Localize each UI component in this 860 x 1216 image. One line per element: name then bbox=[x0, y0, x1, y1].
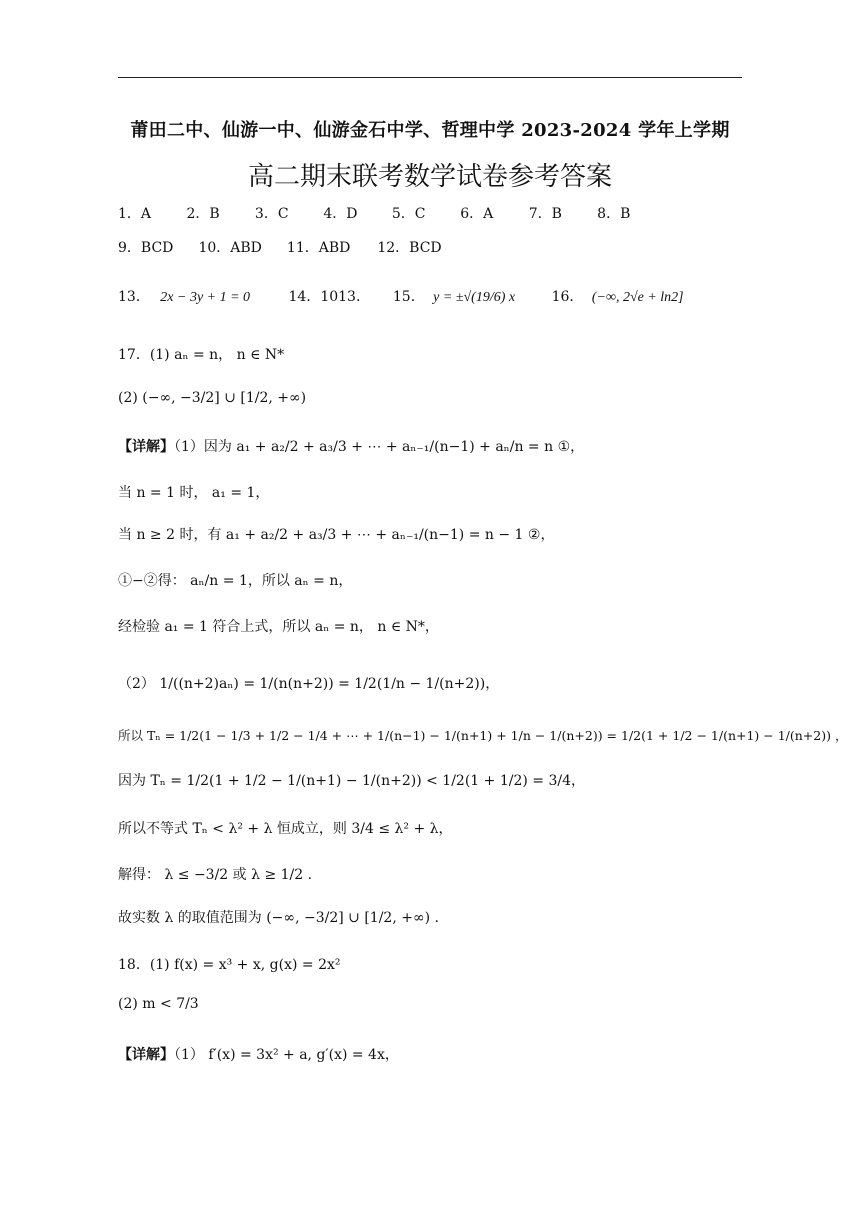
q18-step-1: （1） f′(x) = 3x² + a, g′(x) = 4x， bbox=[174, 1047, 399, 1063]
q17-detail-line-1 bbox=[118, 436, 584, 456]
q14-answer: 14．1013. bbox=[288, 289, 361, 305]
q18-detail-line-1 bbox=[118, 1044, 399, 1064]
answer-item: 3．C bbox=[254, 206, 289, 222]
choice-answers-row-2 bbox=[118, 237, 467, 257]
q17-answer-part2: (2) (−∞, −3/2] ∪ [1/2, +∞) bbox=[118, 390, 307, 406]
q18-answer-part2: (2) m < 7/3 bbox=[118, 996, 199, 1012]
q13-label: 13． bbox=[118, 289, 150, 305]
answer-item: 9．BCD bbox=[118, 240, 174, 256]
q17-step-1: （1）因为 a₁ + a₂/2 + a₃/3 + ⋯ + aₙ₋₁/(n−1) + aₙ/n = n ①， bbox=[174, 439, 585, 455]
q18-answer-part1: 18．(1) f(x) = x³ + x, g(x) = 2x² bbox=[118, 957, 341, 973]
fill-in-answers bbox=[118, 286, 684, 306]
choice-answers-row-1 bbox=[118, 203, 661, 223]
q17-detail-line-10: 解得： λ ≤ −3/2 或 λ ≥ 1/2 . bbox=[118, 867, 313, 883]
q17-detail-line-3: 当 n ≥ 2 时，有 a₁ + a₂/2 + a₃/3 + ⋯ + aₙ₋₁/(n−1) = n − 1 ②， bbox=[118, 527, 555, 543]
answer-item: 11．ABD bbox=[286, 240, 351, 256]
answer-item: 4．D bbox=[323, 206, 358, 222]
answer-item: 6．A bbox=[460, 206, 494, 222]
q17-detail-line-8: 因为 Tₙ = 1/2(1 + 1/2 − 1/(n+1) − 1/(n+2)) < 1/2(1 + 1/2) = 3/4， bbox=[118, 773, 585, 789]
answer-item: 2．B bbox=[186, 206, 220, 222]
header-rule bbox=[118, 77, 742, 78]
answer-item: 8．B bbox=[597, 206, 631, 222]
answer-item: 1．A bbox=[118, 206, 152, 222]
q17-detail-line-9: 所以不等式 Tₙ < λ² + λ 恒成立，则 3/4 ≤ λ² + λ， bbox=[118, 821, 453, 837]
answer-item: 10．ABD bbox=[198, 240, 262, 256]
answer-item: 7．B bbox=[528, 206, 562, 222]
q16-answer: (−∞, 2√e + ln2] bbox=[591, 290, 684, 305]
q17-detail-line-11: 故实数 λ 的取值范围为 (−∞, −3/2] ∪ [1/2, +∞) . bbox=[118, 910, 439, 926]
q17-detail-line-5: 经检验 a₁ = 1 符合上式，所以 aₙ = n， n ∈ N*， bbox=[118, 619, 439, 635]
q15-label: 15． bbox=[392, 289, 425, 305]
detail-label: 【详解】 bbox=[118, 439, 174, 455]
page-title: 高二期末联考数学试卷参考答案 bbox=[247, 162, 612, 192]
q17-detail-line-7: 所以 Tₙ = 1/2(1 − 1/3 + 1/2 − 1/4 + ⋯ + 1/(n−1) − 1/(n+1) + 1/n − 1/(n+2)) = 1/2(1 + 1/2 − 1/(n+1) − 1/(n+2)) ， bbox=[118, 728, 848, 743]
exam-subtitle: 莆田二中、仙游一中、仙游金石中学、哲理中学 2023-2024 学年上学期 bbox=[130, 120, 730, 141]
q16-label: 16． bbox=[551, 289, 584, 305]
answer-item: 12．BCD bbox=[377, 240, 442, 256]
q17-detail-line-6: （2） 1/((n+2)aₙ) = 1/(n(n+2)) = 1/2(1/n − 1/(n+2))， bbox=[118, 676, 500, 692]
q17-detail-line-4: ①−②得： aₙ/n = 1，所以 aₙ = n， bbox=[118, 573, 353, 589]
q13-answer: 2x − 3y + 1 = 0 bbox=[160, 290, 251, 305]
q17-detail-line-2: 当 n = 1 时， a₁ = 1， bbox=[118, 485, 270, 501]
q17-answer-part1: 17．(1) aₙ = n， n ∈ N* bbox=[118, 347, 285, 363]
answer-item: 5．C bbox=[391, 206, 426, 222]
q15-answer: y = ±√(19/6) x bbox=[433, 290, 516, 305]
detail-label: 【详解】 bbox=[118, 1047, 174, 1063]
